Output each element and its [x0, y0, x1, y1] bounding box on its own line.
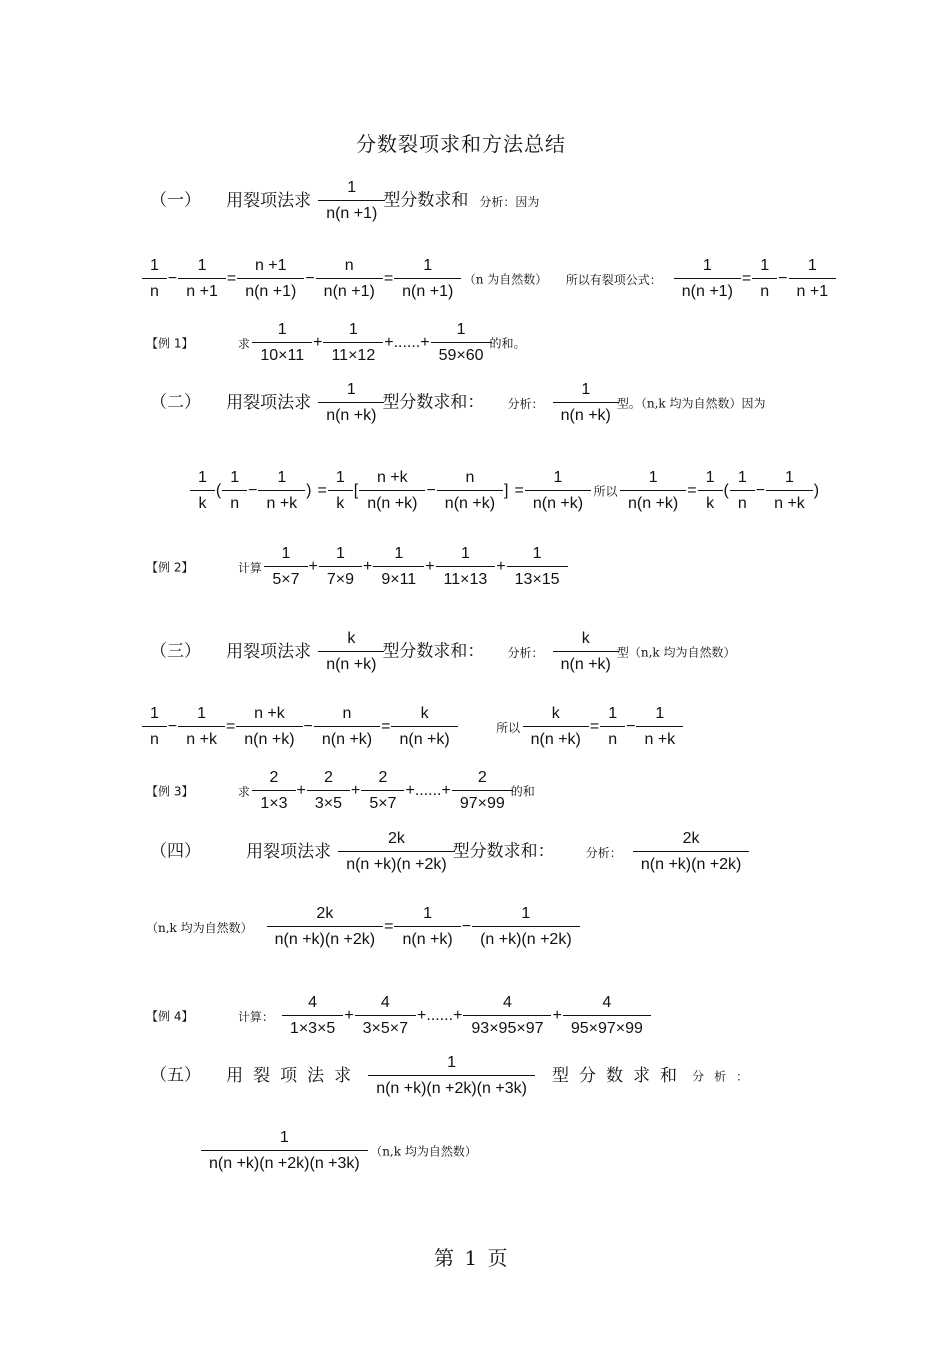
formula-line-2: $\frac{1}{k}$ ( $\frac{1}{n}$ − $\frac{1}{n +k}$ ) = $\frac{1}{k}$ [ $\frac{n +k}{n(n +k)}$ − $\frac{n}{n(n +k)}$ ] = $\frac{1}{n(n +k)}$ 所以 $\frac{1}{n(n +k)}$ = $\frac{1}{k}$ ( $\frac{1}{n}$ − $\frac{1}{n +k}$ )	[192, 470, 822, 512]
fraction: $\frac{1}{k}$	[332, 470, 349, 512]
section-4-label: （四）	[150, 841, 201, 862]
fraction: $\frac{1}{n}$	[604, 706, 621, 748]
fraction: $\frac{k}{n(n +k)}$	[395, 706, 453, 748]
section-1-label: （一）	[150, 190, 201, 211]
fraction: $\frac{1}{n +k}$	[262, 470, 301, 512]
formula-line-1: $\frac{1}{n}$ − $\frac{1}{n +1}$ = $\frac{n +1}{n(n +1)}$ − $\frac{n}{n(n +1)}$ = $\frac{1}{n(n +1)}$ （n 为自然数） 所以有裂项公式： $\frac{1}{n(n +1)}$ = $\frac{1}{n}$ − $\frac{1}{n +1}$	[144, 258, 834, 300]
section-4-heading: （四） 用裂项法求 $\frac{2k}{n(n +k)(n +2k)}$ 型分数求和： 分析： $\frac{2k}{n(n +k)(n +2k)}$	[150, 831, 747, 873]
fraction: $\frac{1}{n(n +k)}$	[529, 470, 587, 512]
fraction: $\frac{4}{1\times 3\times 5}$	[286, 995, 339, 1037]
example-tag: 【例 3】	[146, 784, 194, 799]
section-5-label: （五）	[150, 1065, 201, 1086]
fraction: $\frac{1}{k}$	[194, 470, 211, 512]
fraction: $\frac{1}{10\times 11}$	[256, 322, 308, 364]
example-1: 【例 1】 求 $\frac{1}{10\times 11}$ + $\frac{1}{11\times 12}$ +......+ $\frac{1}{59\times 60}$ 的和。	[146, 321, 526, 364]
fraction: $\frac{1}{n +k}$	[770, 470, 809, 512]
fraction: $\frac{1}{n(n +1)}$	[398, 258, 457, 300]
fraction: $\frac{1}{n(n +k)}$	[322, 382, 380, 424]
example-4: 【例 4】 计算： $\frac{4}{1\times 3\times 5}$ + $\frac{4}{3\times 5\times 7}$ +......+ $\frac{4}{93\times 95\times 97}$ + $\frac{4}{95\times 97\times 99}$	[146, 995, 649, 1037]
fraction: $\frac{1}{n(n +k)}$	[398, 906, 456, 948]
note: （n 为自然数）	[463, 272, 548, 287]
fraction: $\frac{1}{k}$	[702, 470, 719, 512]
example-tag: 【例 4】	[146, 1009, 194, 1024]
section-3-heading: （三） 用裂项法求 $\frac{k}{n(n +k)}$ 型分数求和： 分析： $\frac{k}{n(n +k)}$ 型（n,k 均为自然数）	[150, 630, 736, 673]
example-tag: 【例 2】	[146, 560, 194, 575]
fraction: $\frac{2}{5\times 7}$	[365, 770, 400, 812]
fraction: $\frac{2k}{n(n +k)(n +2k)}$	[271, 906, 379, 948]
section-5-heading: （五） 用裂项法求 $\frac{1}{n(n +k)(n +2k)(n +3k)}$ 型分数求和 分析：	[150, 1054, 759, 1097]
example-3: 【例 3】 求 $\frac{2}{1\times 3}$ + $\frac{2}{3\times 5}$ + $\frac{2}{5\times 7}$ +......+ $\frac{2}{97\times 99}$ 的和	[146, 769, 535, 812]
page-title: 分数裂项求和方法总结	[356, 132, 566, 156]
analysis-label: 分析：因为	[479, 194, 540, 209]
formula-intro: 所以有裂项公式：	[565, 272, 662, 287]
fraction: $\frac{n}{n(n +k)}$	[441, 470, 499, 512]
page-number: 第 1 页	[434, 1246, 510, 1270]
fraction: $\frac{1}{n +k}$	[640, 706, 679, 748]
fraction: $\frac{2k}{n(n +k)(n +2k)}$	[637, 831, 745, 873]
fraction: $\frac{1}{n(n +k)(n +2k)(n +3k)}$	[372, 1055, 531, 1097]
fraction: $\frac{4}{93\times 95\times 97}$	[467, 995, 547, 1037]
fraction: $\frac{n +k}{n(n +k)}$	[240, 706, 298, 748]
fraction: $\frac{n}{n(n +k)}$	[318, 706, 376, 748]
fraction: $\frac{1}{5\times 7}$	[268, 546, 303, 588]
fraction: $\frac{n +k}{n(n +k)}$	[363, 470, 421, 512]
section-2-heading: （二） 用裂项法求 $\frac{1}{n(n +k)}$ 型分数求和： 分析： $\frac{1}{n(n +k)}$ 型。（n,k 均为自然数）因为	[150, 381, 766, 424]
fraction: $\frac{1}{13\times 15}$	[511, 546, 564, 588]
formula-line-4: （n,k 均为自然数） $\frac{2k}{n(n +k)(n +2k)}$ = $\frac{1}{n(n +k)}$ − $\frac{1}{(n +k)(n +2k)}$	[146, 906, 578, 948]
fraction: $\frac{1}{n}$	[146, 706, 163, 748]
fraction: $\frac{2}{97\times 99}$	[456, 770, 509, 812]
example-tag: 【例 1】	[146, 336, 194, 351]
example-2: 【例 2】 计算 $\frac{1}{5\times 7}$ + $\frac{1}{7\times 9}$ + $\frac{1}{9\times 11}$ + $\frac{1}{11\times 13}$ + $\frac{1}{13\times 15}$	[146, 546, 566, 588]
fraction: $\frac{2}{3\times 5}$	[311, 770, 346, 812]
fraction: $\frac{2k}{n(n +k)(n +2k)}$	[342, 831, 450, 873]
section-1-heading	[150, 180, 539, 222]
section-5-title: 用裂项法求	[226, 1065, 362, 1086]
fraction: $\frac{1}{n(n +k)}$	[624, 470, 682, 512]
fraction: $\frac{k}{n(n +k)}$	[322, 631, 380, 673]
fraction: $\frac{1}{n(n +k)}$	[557, 382, 615, 424]
note: （n,k 均为自然数）	[146, 920, 253, 935]
section-3-label: （三）	[150, 641, 201, 662]
section-3-title: 用裂项法求	[226, 641, 312, 662]
fraction: $\frac{1}{11\times 12}$	[327, 322, 379, 364]
fraction: $\frac{4}{3\times 5\times 7}$	[359, 995, 412, 1037]
section-4-title: 用裂项法求	[246, 841, 332, 862]
fraction: $\frac{k}{n(n +k)}$	[557, 631, 615, 673]
section-2-title: 用裂项法求	[226, 392, 312, 413]
formula-line-5	[203, 1130, 477, 1172]
fraction: $\frac{n +1}{n(n +1)}$	[241, 258, 300, 300]
formula-line-3: $\frac{1}{n}$ − $\frac{1}{n +k}$ = $\frac{n +k}{n(n +k)}$ − $\frac{n}{n(n +k)}$ = $\frac{k}{n(n +k)}$ 所以 $\frac{k}{n(n +k)}$ = $\frac{1}{n}$ − $\frac{1}{n +k}$	[144, 706, 681, 748]
section-1-title: 用裂项法求	[226, 190, 312, 211]
fraction: $\frac{1}{n(n +k)(n +2k)(n +3k)}$	[205, 1130, 364, 1172]
fraction: $\frac{1}{n(n +1)}$	[678, 258, 737, 300]
fraction: $\frac{1}{11\times 13}$	[440, 546, 492, 588]
fraction: $\frac{4}{95\times 97\times 99}$	[567, 995, 647, 1037]
fraction: $\frac{1}{n +k}$	[182, 706, 221, 748]
fraction: $\frac{1}{n}$	[756, 258, 773, 300]
fraction: $\frac{1}{n}$	[146, 258, 163, 300]
fraction: $\frac{k}{n(n +k)}$	[527, 706, 585, 748]
fraction: $\frac{1}{n +1}$	[182, 258, 222, 300]
note: （n,k 均为自然数）	[370, 1144, 477, 1159]
fraction: $\frac{n}{n(n +1)}$	[320, 258, 379, 300]
section-1-type: 型分数求和	[383, 190, 469, 211]
fraction: $\frac{1}{n}$	[226, 470, 243, 512]
fraction: $\frac{1}{n +1}$	[793, 258, 833, 300]
section-2-label: （二）	[150, 392, 201, 413]
fraction: $\frac{1}{(n +k)(n +2k)}$	[476, 906, 576, 948]
fraction: $\frac{1}{n}$	[734, 470, 751, 512]
fraction: $\frac{2}{1\times 3}$	[256, 770, 291, 812]
fraction: $\frac{1}{7\times 9}$	[323, 546, 358, 588]
fraction: $\frac{1}{59\times 60}$	[435, 322, 488, 364]
fraction: $\frac{1}{n(n +1)}$	[322, 180, 381, 222]
fraction: $\frac{1}{9\times 11}$	[377, 546, 420, 588]
